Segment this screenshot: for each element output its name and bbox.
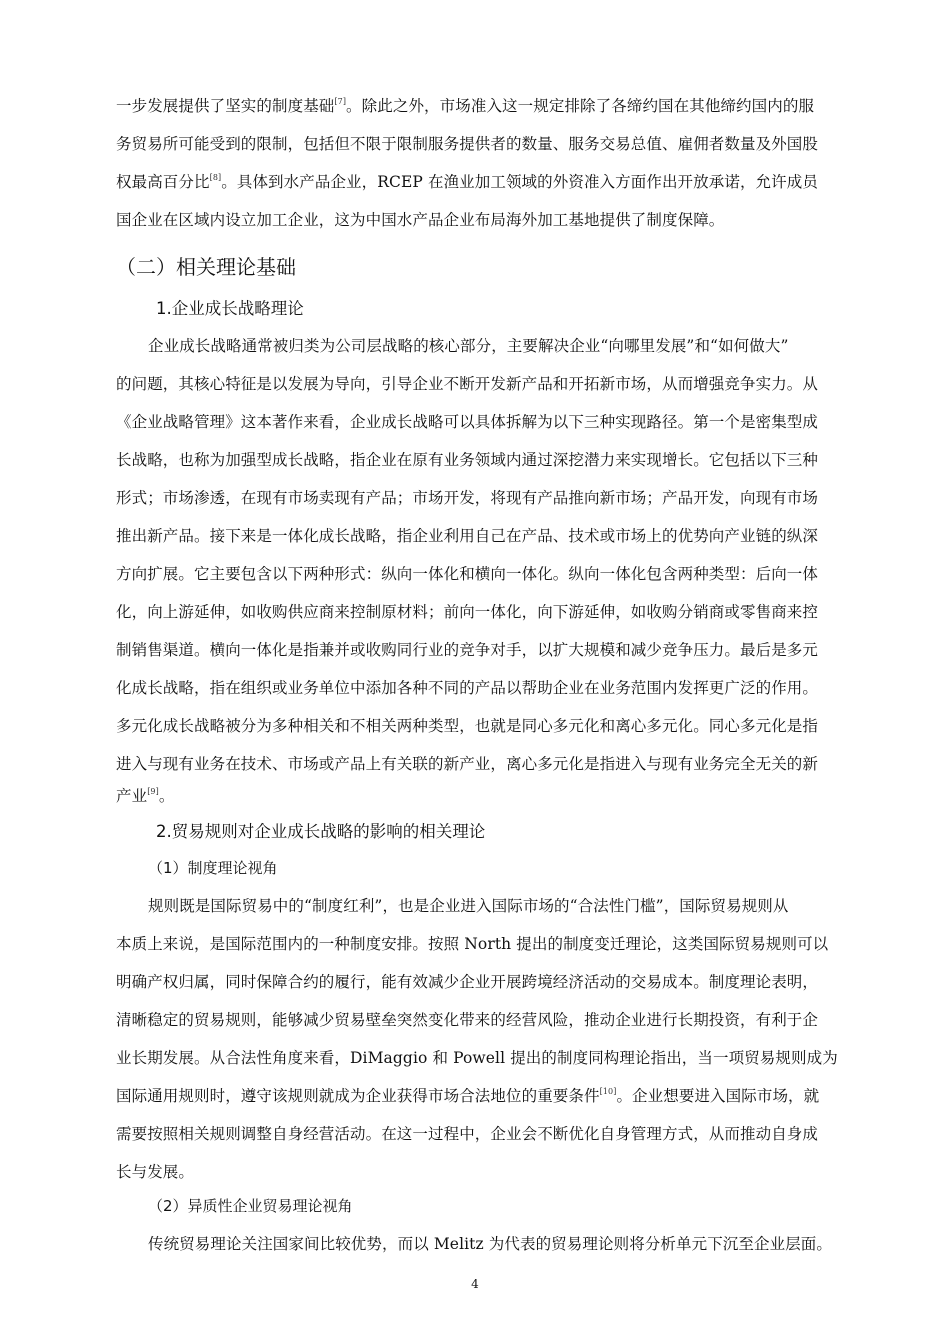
- text-line: 推出新产品。接下来是一体化成长战略，指企业利用自己在产品、技术或市场上的优势向产业链的纵深: [116, 527, 819, 545]
- section-heading: （二）相关理论基础: [116, 255, 296, 279]
- text-line: 清晰稳定的贸易规则，能够减少贸易壁垒突然变化带来的经营风险，推动企业进行长期投资，有利于企: [116, 1011, 819, 1029]
- text-line: 进入与现有业务在技术、市场或产品上有关联的新产业，离心多元化是指进入与现有业务完全无关的新: [116, 755, 819, 773]
- text-line: 明确产权归属，同时保障合约的履行，能有效减少企业开展跨境经济活动的交易成本。制度理论表明，: [116, 973, 819, 991]
- text-line: 长与发展。: [116, 1163, 195, 1181]
- text-line: 业长期发展。从合法性角度来看，DiMaggio 和 Powell 提出的制度同构理论指出，当一项贸易规则成为: [116, 1049, 838, 1067]
- text-line: 一步发展提供了坚实的制度基础[7]。除此之外，市场准入这一规定排除了各缔约国在其他缔约国内的服: [116, 97, 815, 115]
- text-line: 国企业在区域内设立加工企业，这为中国水产品企业布局海外加工基地提供了制度保障。: [116, 211, 725, 229]
- text-line: 国际通用规则时，遵守该规则就成为企业获得市场合法地位的重要条件[10]。企业想要进入国际市场，就: [116, 1087, 820, 1105]
- text-line: 长战略，也称为加强型成长战略，指企业在原有业务领域内通过深挖潜力来实现增长。它包括以下三种: [116, 451, 819, 469]
- page-number: 4: [471, 1277, 479, 1291]
- text-line: 传统贸易理论关注国家间比较优势，而以 Melitz 为代表的贸易理论则将分析单元下沉至企业层面。: [148, 1235, 833, 1253]
- subsection-heading: 2.贸易规则对企业成长战略的影响的相关理论: [156, 822, 486, 841]
- citation-ref: [8]: [209, 173, 222, 182]
- text-line: 权最高百分比[8]。具体到水产品企业，RCEP 在渔业加工领域的外资准入方面作出开放承诺，允许成员: [116, 173, 818, 191]
- text-line: 务贸易所可能受到的限制，包括但不限于限制服务提供者的数量、服务交易总值、雇佣者数量及外国股: [116, 135, 819, 153]
- citation-ref: [7]: [334, 97, 347, 106]
- subsubsection-heading: （1）制度理论视角: [148, 859, 278, 877]
- text-line: 方向扩展。它主要包含以下两种形式：纵向一体化和横向一体化。纵向一体化包含两种类型：后向一体: [116, 565, 819, 583]
- text-line: 《企业战略管理》这本著作来看，企业成长战略可以具体拆解为以下三种实现路径。第一个是密集型成: [116, 413, 819, 431]
- text-line: 本质上来说，是国际范围内的一种制度安排。按照 North 提出的制度变迁理论，这类国际贸易规则可以: [116, 935, 829, 953]
- text-line: 化，向上游延伸，如收购供应商来控制原材料；前向一体化，向下游延伸，如收购分销商或零售商来控: [116, 603, 819, 621]
- citation-ref: [10]: [599, 1087, 617, 1096]
- text-line: 形式；市场渗透，在现有市场卖现有产品；市场开发，将现有产品推向新市场；产品开发，向现有市场: [116, 489, 819, 507]
- text-line: 规则既是国际贸易中的“制度红利”，也是企业进入国际市场的“合法性门槛”，国际贸易规则从: [148, 897, 789, 915]
- subsubsection-heading: （2）异质性企业贸易理论视角: [148, 1197, 353, 1215]
- subsection-heading: 1.企业成长战略理论: [156, 299, 304, 318]
- text-line: 多元化成长战略被分为多种相关和不相关两种类型，也就是同心多元化和离心多元化。同心多元化是指: [116, 717, 819, 735]
- citation-ref: [9]: [147, 787, 159, 796]
- text-line: 企业成长战略通常被归类为公司层战略的核心部分，主要解决企业“向哪里发展”和“如何做大”: [148, 337, 789, 355]
- text-line: 制销售渠道。横向一体化是指兼并或收购同行业的竞争对手，以扩大规模和减少竞争压力。最后是多元: [116, 641, 819, 659]
- text-line: 产业[9]。: [116, 787, 175, 805]
- text-line: 的问题，其核心特征是以发展为导向，引导企业不断开发新产品和开拓新市场，从而增强竞争实力。从: [116, 375, 819, 393]
- text-line: 需要按照相关规则调整自身经营活动。在这一过程中，企业会不断优化自身管理方式，从而推动自身成: [116, 1125, 819, 1143]
- text-line: 化成长战略，指在组织或业务单位中添加各种不同的产品以帮助企业在业务范围内发挥更广泛的作用。: [116, 679, 819, 697]
